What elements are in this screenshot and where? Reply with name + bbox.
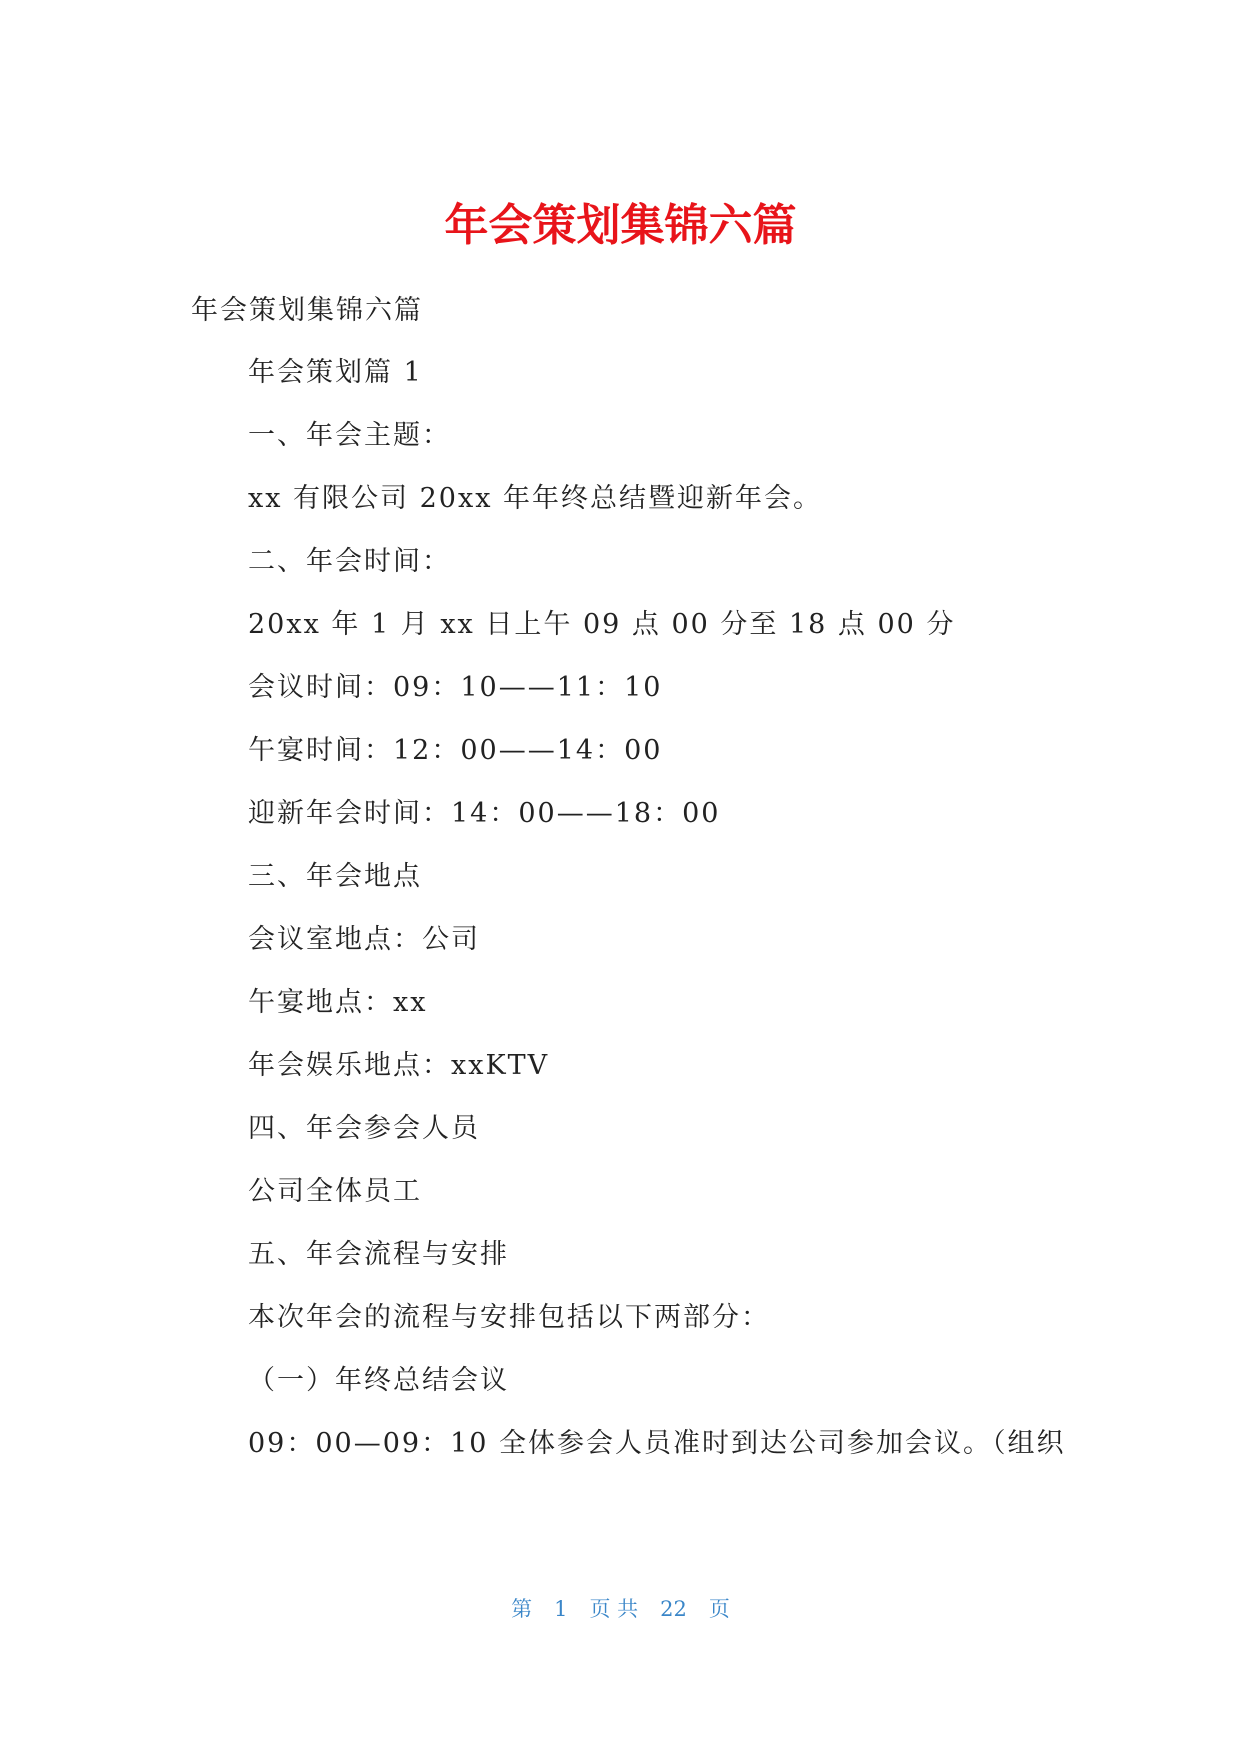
footer-suffix: 页 — [708, 1597, 730, 1621]
footer-current-page: 1 — [554, 1597, 568, 1621]
body-line: 迎新年会时间：14：00——18：00 — [248, 798, 721, 829]
body-line: 午宴地点：xx — [248, 987, 428, 1018]
footer-total-pages: 22 — [660, 1597, 687, 1621]
body-line: 会议室地点：公司 — [248, 924, 480, 955]
body-line: xx 有限公司 20xx 年年终总结暨迎新年会。 — [248, 483, 823, 514]
section-heading: 四、年会参会人员 — [248, 1113, 480, 1144]
body-line: 会议时间：09：10——11：10 — [248, 672, 663, 703]
body-line: 午宴时间：12：00——14：00 — [248, 735, 663, 766]
section-heading: 一、年会主题： — [248, 420, 451, 451]
body-line: 公司全体员工 — [248, 1176, 422, 1207]
section-heading: 二、年会时间： — [248, 546, 451, 577]
body-line: 年会娱乐地点：xxKTV — [248, 1050, 550, 1081]
subsection-heading: （一）年终总结会议 — [248, 1365, 509, 1396]
section-heading: 三、年会地点 — [248, 861, 422, 892]
footer-middle: 页 共 — [589, 1597, 639, 1621]
footer-prefix: 第 — [511, 1597, 533, 1621]
document-title: 年会策划集锦六篇 — [444, 200, 797, 251]
body-line: 年会策划集锦六篇 — [191, 295, 423, 326]
body-line: 09：00—09：10 全体参会人员准时到达公司参加会议。（组织 — [248, 1428, 1066, 1459]
page-footer — [0, 1594, 1241, 1624]
section-heading: 年会策划篇 1 — [248, 357, 423, 388]
body-line: 本次年会的流程与安排包括以下两部分： — [248, 1302, 770, 1333]
body-line: 20xx 年 1 月 xx 日上午 09 点 00 分至 18 点 00 分 — [248, 609, 956, 640]
section-heading: 五、年会流程与安排 — [248, 1239, 509, 1270]
